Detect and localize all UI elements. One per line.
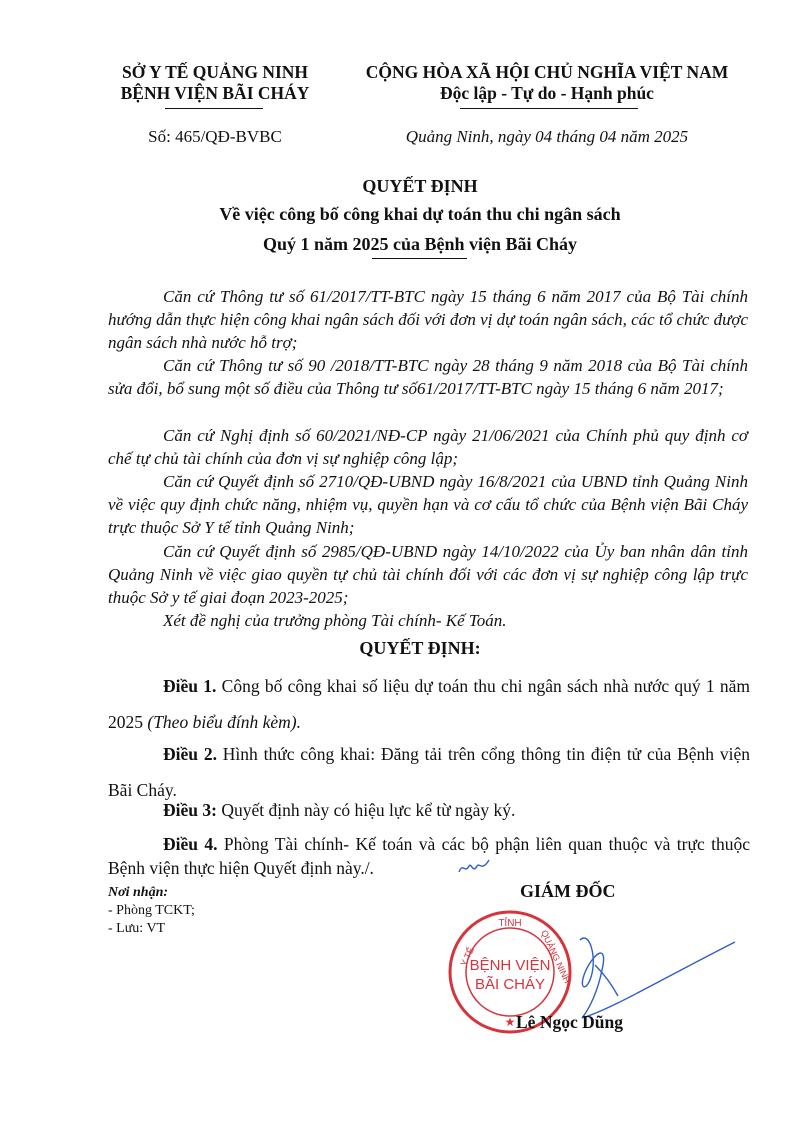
- article-1-label: Điều 1.: [163, 676, 217, 696]
- agency-parent: SỞ Y TẾ QUẢNG NINH: [121, 62, 309, 82]
- handwritten-signature: [580, 938, 735, 1018]
- agency-underline: [165, 108, 263, 109]
- basis-2: Căn cứ Thông tư số 90 /2018/TT-BTC ngày 28 tháng 9 năm 2018 của Bộ Tài chính sửa đổi, bổ sung một số điều của Thông tư số61/2017/TT-BTC ngày 15 tháng 6 năm 2017;: [108, 356, 748, 398]
- agency-block: [95, 62, 335, 104]
- article-4: [108, 832, 750, 880]
- national-header: [352, 62, 742, 104]
- article-1-note: (Theo biểu đính kèm).: [147, 712, 301, 732]
- title-sub2: Quý 1 năm 2025 của Bệnh viện Bãi Cháy: [262, 234, 578, 254]
- recipients-block: [108, 884, 195, 938]
- article-1: [108, 668, 750, 740]
- basis-6: Xét đề nghị của trưởng phòng Tài chính- Kế Toán.: [163, 611, 507, 630]
- stamp-line-2: BÃI CHÁY: [474, 976, 546, 993]
- document-number: Số: 465/QĐ-BVBC: [148, 127, 282, 146]
- issue-date: Quảng Ninh, ngày 04 tháng 04 năm 2025: [405, 127, 689, 146]
- recipient-item: - Lưu: VT: [108, 921, 166, 936]
- recipient-item: - Phòng TCKT;: [108, 903, 195, 918]
- basis-3: Căn cứ Nghị định số 60/2021/NĐ-CP ngày 21/06/2021 của Chính phủ quy định cơ chế tự chủ tài chính của đơn vị sự nghiệp công lập;: [108, 426, 748, 468]
- basis-4: Căn cứ Quyết định số 2710/QĐ-UBND ngày 16/8/2021 của UBND tỉnh Quảng Ninh về việc quy định chức năng, nhiệm vụ, quyền hạn và cơ cấu tổ chức của Bệnh viện Bãi Cháy trực thuộc Sở Y tế tỉnh Quảng Ninh;: [108, 472, 748, 537]
- signer-position: GIÁM ĐỐC: [520, 881, 616, 901]
- title-main: QUYẾT ĐỊNH: [362, 176, 478, 196]
- article-2-text: Hình thức công khai: Đăng tải trên cổng thông tin điện tử của Bệnh viện Bãi Cháy.: [108, 744, 750, 800]
- article-3-text: Quyết định này có hiệu lực kể từ ngày ký.: [216, 800, 516, 820]
- national-motto: Độc lập - Tự do - Hạnh phúc: [440, 83, 654, 103]
- decision-heading: QUYẾT ĐỊNH:: [359, 638, 481, 658]
- article-1-text: Công bố công khai số liệu dự toán thu chi ngân sách nhà nước quý 1 năm 2025: [108, 676, 751, 732]
- article-4-label: Điều 4.: [163, 834, 218, 854]
- recipients-title: Nơi nhận:: [108, 885, 169, 900]
- initials-mark: [455, 856, 495, 878]
- stamp-top-text: TỈNH: [498, 918, 522, 929]
- star-icon: ★: [504, 1015, 516, 1029]
- title-sub1: Về việc công bố công khai dự toán thu chi ngân sách: [219, 204, 621, 224]
- basis-5: Căn cứ Quyết định số 2985/QĐ-UBND ngày 14/10/2022 của Ủy ban nhân dân tỉnh Quảng Ninh về việc giao quyền tự chủ tài chính đối với các đơn vị sự nghiệp công lập trực thuộc Sở y tế giai đoạn 2023-2025;: [108, 542, 748, 607]
- signer-name: Lê Ngọc Dũng: [516, 1012, 623, 1032]
- basis-1: Căn cứ Thông tư số 61/2017/TT-BTC ngày 15 tháng 6 năm 2017 của Bộ Tài chính hướng dẫn thực hiện công khai ngân sách đối với đơn vị dự toán ngân sách, các tổ chức được ngân sách nhà nước hỗ trợ;: [108, 287, 748, 352]
- title-underline: [372, 258, 467, 259]
- stamp-left-text: Y TẾ: [458, 945, 476, 968]
- article-4-text: Phòng Tài chính- Kế toán và các bộ phận liên quan thuộc và trực thuộc Bệnh viện thực hiện Quyết định này./.: [108, 834, 751, 878]
- motto-underline: [460, 108, 638, 109]
- article-3: [108, 798, 750, 822]
- decision-title: [100, 174, 740, 256]
- agency-name: BỆNH VIỆN BÃI CHÁY: [120, 83, 310, 103]
- stamp-right-text: QUẢNG NINH: [539, 928, 573, 985]
- republic-name: CỘNG HÒA XÃ HỘI CHỦ NGHĨA VIỆT NAM: [365, 62, 729, 82]
- article-3-label: Điều 3:: [163, 800, 217, 820]
- article-2-label: Điều 2.: [163, 744, 217, 764]
- stamp-line-1: BỆNH VIỆN: [469, 957, 551, 974]
